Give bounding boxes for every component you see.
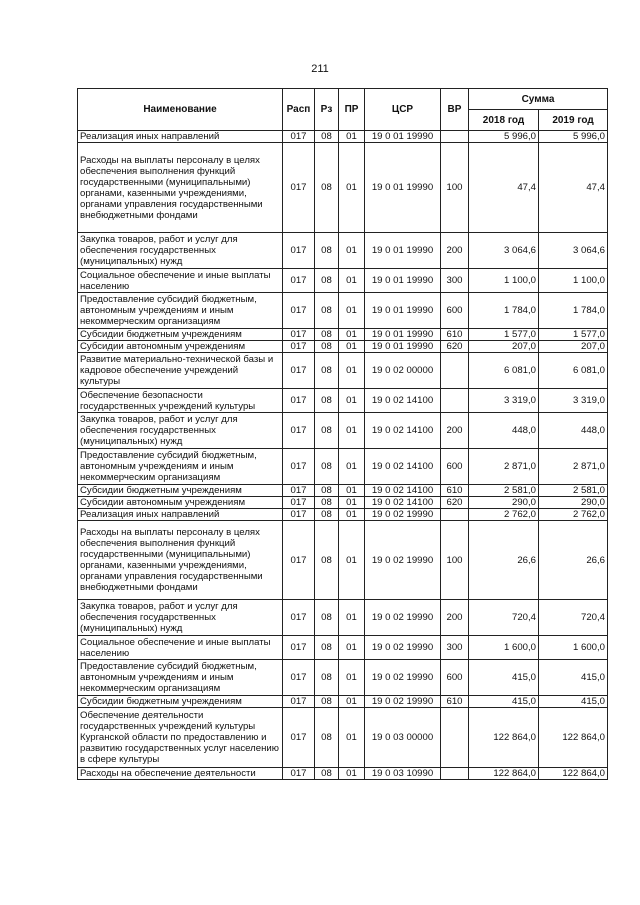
header-pr: ПР bbox=[339, 89, 365, 131]
row-rasp: 017 bbox=[283, 293, 315, 329]
row-rasp: 017 bbox=[283, 449, 315, 485]
row-sum-2018: 1 784,0 bbox=[469, 293, 539, 329]
row-rasp: 017 bbox=[283, 329, 315, 341]
row-vr: 610 bbox=[441, 485, 469, 497]
row-rasp: 017 bbox=[283, 143, 315, 233]
row-pr: 01 bbox=[339, 233, 365, 269]
table-row bbox=[78, 708, 608, 768]
row-name: Развитие материально-технической базы и кадровое обеспечение учреждений культуры bbox=[78, 353, 283, 389]
row-name: Предоставление субсидий бюджетным, автономным учреждениям и иным некоммерческим организациям bbox=[78, 660, 283, 696]
header-sum: Сумма bbox=[469, 89, 608, 110]
row-pr: 01 bbox=[339, 269, 365, 293]
row-csr: 19 0 01 19990 bbox=[365, 269, 441, 293]
table-row bbox=[78, 293, 608, 329]
header-vr: ВР bbox=[441, 89, 469, 131]
row-csr: 19 0 01 19990 bbox=[365, 233, 441, 269]
row-rz: 08 bbox=[315, 353, 339, 389]
row-rz: 08 bbox=[315, 497, 339, 509]
row-name: Расходы на выплаты персоналу в целях обеспечения выполнения функций государственными (муниципальными) органами, казенными учреждениями, органами управления государственными внебюджетными фондами bbox=[78, 521, 283, 600]
row-name: Закупка товаров, работ и услуг для обеспечения государственных (муниципальных) нужд bbox=[78, 233, 283, 269]
row-rz: 08 bbox=[315, 696, 339, 708]
row-rasp: 017 bbox=[283, 660, 315, 696]
row-sum-2018: 415,0 bbox=[469, 660, 539, 696]
row-pr: 01 bbox=[339, 636, 365, 660]
row-sum-2019: 122 864,0 bbox=[539, 768, 608, 780]
row-rz: 08 bbox=[315, 233, 339, 269]
row-csr: 19 0 02 19990 bbox=[365, 636, 441, 660]
row-sum-2019: 207,0 bbox=[539, 341, 608, 353]
row-csr: 19 0 01 19990 bbox=[365, 131, 441, 143]
row-pr: 01 bbox=[339, 143, 365, 233]
row-vr: 620 bbox=[441, 497, 469, 509]
row-pr: 01 bbox=[339, 708, 365, 768]
row-name: Предоставление субсидий бюджетным, автономным учреждениям и иным некоммерческим организациям bbox=[78, 293, 283, 329]
row-sum-2018: 2 871,0 bbox=[469, 449, 539, 485]
row-rz: 08 bbox=[315, 329, 339, 341]
row-pr: 01 bbox=[339, 497, 365, 509]
row-vr: 610 bbox=[441, 696, 469, 708]
row-name: Закупка товаров, работ и услуг для обеспечения государственных (муниципальных) нужд bbox=[78, 600, 283, 636]
page-number: 211 bbox=[311, 63, 329, 75]
row-pr: 01 bbox=[339, 341, 365, 353]
row-sum-2018: 2 581,0 bbox=[469, 485, 539, 497]
row-rasp: 017 bbox=[283, 708, 315, 768]
table-row bbox=[78, 389, 608, 413]
row-sum-2019: 6 081,0 bbox=[539, 353, 608, 389]
row-sum-2018: 448,0 bbox=[469, 413, 539, 449]
row-pr: 01 bbox=[339, 449, 365, 485]
row-name: Социальное обеспечение и иные выплаты населению bbox=[78, 269, 283, 293]
row-rasp: 017 bbox=[283, 497, 315, 509]
table-row bbox=[78, 660, 608, 696]
table-row bbox=[78, 269, 608, 293]
table-row bbox=[78, 449, 608, 485]
row-sum-2018: 2 762,0 bbox=[469, 509, 539, 521]
row-sum-2018: 1 577,0 bbox=[469, 329, 539, 341]
row-sum-2018: 290,0 bbox=[469, 497, 539, 509]
row-pr: 01 bbox=[339, 660, 365, 696]
row-name: Обеспечение безопасности государственных учреждений культуры bbox=[78, 389, 283, 413]
row-csr: 19 0 03 00000 bbox=[365, 708, 441, 768]
row-rasp: 017 bbox=[283, 600, 315, 636]
row-sum-2019: 1 600,0 bbox=[539, 636, 608, 660]
row-rasp: 017 bbox=[283, 509, 315, 521]
row-csr: 19 0 01 19990 bbox=[365, 143, 441, 233]
row-rz: 08 bbox=[315, 131, 339, 143]
row-name: Субсидии бюджетным учреждениям bbox=[78, 329, 283, 341]
row-csr: 19 0 02 00000 bbox=[365, 353, 441, 389]
row-vr: 300 bbox=[441, 636, 469, 660]
row-sum-2019: 290,0 bbox=[539, 497, 608, 509]
row-rasp: 017 bbox=[283, 341, 315, 353]
row-rz: 08 bbox=[315, 143, 339, 233]
table-row bbox=[78, 497, 608, 509]
row-sum-2018: 415,0 bbox=[469, 696, 539, 708]
row-csr: 19 0 01 19990 bbox=[365, 293, 441, 329]
table-row bbox=[78, 509, 608, 521]
row-rz: 08 bbox=[315, 509, 339, 521]
row-rz: 08 bbox=[315, 636, 339, 660]
row-name: Реализация иных направлений bbox=[78, 131, 283, 143]
row-rasp: 017 bbox=[283, 353, 315, 389]
row-name: Субсидии бюджетным учреждениям bbox=[78, 696, 283, 708]
row-vr: 200 bbox=[441, 413, 469, 449]
row-rasp: 017 bbox=[283, 131, 315, 143]
row-name: Субсидии бюджетным учреждениям bbox=[78, 485, 283, 497]
table-body bbox=[78, 131, 608, 780]
row-pr: 01 bbox=[339, 293, 365, 329]
row-vr bbox=[441, 768, 469, 780]
row-rz: 08 bbox=[315, 660, 339, 696]
row-pr: 01 bbox=[339, 353, 365, 389]
row-rz: 08 bbox=[315, 341, 339, 353]
table-row bbox=[78, 600, 608, 636]
row-sum-2019: 1 784,0 bbox=[539, 293, 608, 329]
row-sum-2018: 720,4 bbox=[469, 600, 539, 636]
row-rasp: 017 bbox=[283, 485, 315, 497]
row-rasp: 017 bbox=[283, 413, 315, 449]
row-csr: 19 0 02 19990 bbox=[365, 696, 441, 708]
row-csr: 19 0 02 14100 bbox=[365, 413, 441, 449]
header-rasp: Расп bbox=[283, 89, 315, 131]
row-sum-2019: 122 864,0 bbox=[539, 708, 608, 768]
row-name: Субсидии автономным учреждениям bbox=[78, 497, 283, 509]
table-row bbox=[78, 329, 608, 341]
row-csr: 19 0 02 14100 bbox=[365, 485, 441, 497]
row-rz: 08 bbox=[315, 768, 339, 780]
table-row bbox=[78, 768, 608, 780]
row-name: Социальное обеспечение и иные выплаты населению bbox=[78, 636, 283, 660]
row-csr: 19 0 02 14100 bbox=[365, 497, 441, 509]
row-pr: 01 bbox=[339, 768, 365, 780]
row-csr: 19 0 02 19990 bbox=[365, 600, 441, 636]
row-vr: 300 bbox=[441, 269, 469, 293]
row-sum-2018: 122 864,0 bbox=[469, 708, 539, 768]
row-rz: 08 bbox=[315, 293, 339, 329]
row-vr bbox=[441, 353, 469, 389]
table-row bbox=[78, 696, 608, 708]
row-csr: 19 0 02 14100 bbox=[365, 449, 441, 485]
row-rasp: 017 bbox=[283, 521, 315, 600]
table-row bbox=[78, 233, 608, 269]
row-sum-2018: 1 100,0 bbox=[469, 269, 539, 293]
row-pr: 01 bbox=[339, 485, 365, 497]
row-vr: 100 bbox=[441, 521, 469, 600]
table-row bbox=[78, 521, 608, 600]
row-sum-2019: 2 762,0 bbox=[539, 509, 608, 521]
row-rasp: 017 bbox=[283, 768, 315, 780]
row-sum-2019: 47,4 bbox=[539, 143, 608, 233]
row-sum-2019: 448,0 bbox=[539, 413, 608, 449]
header-year-2018: 2018 год bbox=[469, 110, 539, 131]
row-sum-2019: 3 064,6 bbox=[539, 233, 608, 269]
row-rz: 08 bbox=[315, 521, 339, 600]
row-pr: 01 bbox=[339, 509, 365, 521]
row-sum-2019: 5 996,0 bbox=[539, 131, 608, 143]
row-name: Расходы на обеспечение деятельности bbox=[78, 768, 283, 780]
row-sum-2018: 3 319,0 bbox=[469, 389, 539, 413]
row-csr: 19 0 02 19990 bbox=[365, 509, 441, 521]
row-csr: 19 0 02 19990 bbox=[365, 521, 441, 600]
row-vr: 100 bbox=[441, 143, 469, 233]
row-rz: 08 bbox=[315, 269, 339, 293]
row-rasp: 017 bbox=[283, 636, 315, 660]
row-name: Субсидии автономным учреждениям bbox=[78, 341, 283, 353]
row-vr: 600 bbox=[441, 449, 469, 485]
row-sum-2019: 720,4 bbox=[539, 600, 608, 636]
table-row bbox=[78, 485, 608, 497]
row-csr: 19 0 03 10990 bbox=[365, 768, 441, 780]
row-vr: 610 bbox=[441, 329, 469, 341]
row-rz: 08 bbox=[315, 449, 339, 485]
row-name: Расходы на выплаты персоналу в целях обеспечения выполнения функций государственными (муниципальными) органами, казенными учреждениями, органами управления государственными внебюджетными фондами bbox=[78, 143, 283, 233]
table-row bbox=[78, 413, 608, 449]
table-row bbox=[78, 636, 608, 660]
row-vr: 620 bbox=[441, 341, 469, 353]
row-rasp: 017 bbox=[283, 233, 315, 269]
row-sum-2019: 2 871,0 bbox=[539, 449, 608, 485]
table-row bbox=[78, 341, 608, 353]
row-rasp: 017 bbox=[283, 269, 315, 293]
row-vr: 600 bbox=[441, 293, 469, 329]
row-rz: 08 bbox=[315, 485, 339, 497]
row-vr bbox=[441, 509, 469, 521]
row-sum-2019: 1 100,0 bbox=[539, 269, 608, 293]
row-pr: 01 bbox=[339, 413, 365, 449]
row-sum-2018: 1 600,0 bbox=[469, 636, 539, 660]
row-pr: 01 bbox=[339, 696, 365, 708]
row-pr: 01 bbox=[339, 389, 365, 413]
row-csr: 19 0 02 14100 bbox=[365, 389, 441, 413]
header-rz: Рз bbox=[315, 89, 339, 131]
row-vr: 200 bbox=[441, 233, 469, 269]
row-rasp: 017 bbox=[283, 696, 315, 708]
row-sum-2019: 1 577,0 bbox=[539, 329, 608, 341]
row-pr: 01 bbox=[339, 600, 365, 636]
row-rz: 08 bbox=[315, 413, 339, 449]
row-name: Обеспечение деятельности государственных учреждений культуры Курганской области по предоставлению и развитию государственных услуг населению в сфере культуры bbox=[78, 708, 283, 768]
row-rz: 08 bbox=[315, 708, 339, 768]
row-sum-2018: 122 864,0 bbox=[469, 768, 539, 780]
row-sum-2018: 3 064,6 bbox=[469, 233, 539, 269]
row-name: Предоставление субсидий бюджетным, автономным учреждениям и иным некоммерческим организациям bbox=[78, 449, 283, 485]
row-rasp: 017 bbox=[283, 389, 315, 413]
header-csr: ЦСР bbox=[365, 89, 441, 131]
table-row bbox=[78, 353, 608, 389]
row-sum-2019: 26,6 bbox=[539, 521, 608, 600]
row-rz: 08 bbox=[315, 600, 339, 636]
row-sum-2018: 5 996,0 bbox=[469, 131, 539, 143]
row-vr bbox=[441, 131, 469, 143]
row-csr: 19 0 01 19990 bbox=[365, 329, 441, 341]
row-sum-2018: 207,0 bbox=[469, 341, 539, 353]
row-sum-2019: 415,0 bbox=[539, 696, 608, 708]
row-sum-2019: 415,0 bbox=[539, 660, 608, 696]
row-name: Реализация иных направлений bbox=[78, 509, 283, 521]
row-sum-2019: 3 319,0 bbox=[539, 389, 608, 413]
row-sum-2019: 2 581,0 bbox=[539, 485, 608, 497]
header-year-2019: 2019 год bbox=[539, 110, 608, 131]
row-rz: 08 bbox=[315, 389, 339, 413]
row-pr: 01 bbox=[339, 521, 365, 600]
row-sum-2018: 6 081,0 bbox=[469, 353, 539, 389]
row-vr bbox=[441, 708, 469, 768]
row-sum-2018: 47,4 bbox=[469, 143, 539, 233]
table-row bbox=[78, 143, 608, 233]
row-csr: 19 0 01 19990 bbox=[365, 341, 441, 353]
row-csr: 19 0 02 19990 bbox=[365, 660, 441, 696]
header-name: Наименование bbox=[78, 89, 283, 131]
row-vr: 600 bbox=[441, 660, 469, 696]
budget-table bbox=[77, 88, 608, 780]
row-pr: 01 bbox=[339, 131, 365, 143]
row-name: Закупка товаров, работ и услуг для обеспечения государственных (муниципальных) нужд bbox=[78, 413, 283, 449]
row-sum-2018: 26,6 bbox=[469, 521, 539, 600]
table-row bbox=[78, 131, 608, 143]
row-vr: 200 bbox=[441, 600, 469, 636]
row-pr: 01 bbox=[339, 329, 365, 341]
row-vr bbox=[441, 389, 469, 413]
